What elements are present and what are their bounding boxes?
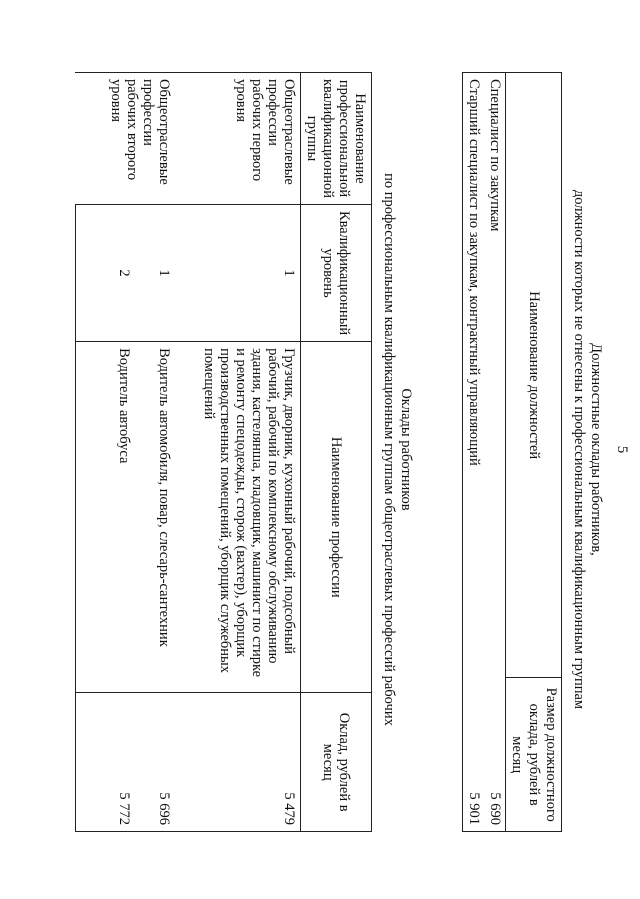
cell-salary: 5 901 <box>463 678 485 832</box>
table-row <box>136 73 176 832</box>
cell-profession: Водитель автобуса <box>76 342 136 693</box>
header-profession: Наименование профессии <box>301 342 372 693</box>
header-salary: Оклад, рублей в месяц <box>301 693 372 832</box>
section1-title-line1: Должностные оклады работников, <box>588 343 604 556</box>
header-position: Наименование должностей <box>506 73 562 678</box>
cell-level: 1 <box>176 204 301 341</box>
cell-level: 1 <box>136 204 176 341</box>
positions-salary-table <box>462 72 562 832</box>
cell-group: Общеотраслевые профессии рабочих второго уровня <box>76 73 176 205</box>
cell-level: 2 <box>76 204 136 341</box>
header-level: Квалификационный уровень <box>301 204 372 341</box>
header-group: Наименование профессиональной квалификационной группы <box>301 73 372 205</box>
table-row <box>176 73 301 832</box>
cell-salary: 5 690 <box>484 678 506 832</box>
cell-salary: 5 479 <box>176 693 301 832</box>
table-header-row <box>506 73 562 832</box>
table-row <box>463 73 485 832</box>
section2-title-line2: по профессиональным квалификационным группам общеотраслевых профессий рабочих <box>381 173 397 726</box>
cell-profession: Грузчик, дворник, кухонный рабочий, подсобный рабочий, рабочий по комплексному обслуживанию здания, кастелянша, кладовщик, машинист по стирке и ремонту спецодежды, сторож (вахтер), уборщик производственных помещений, уборщик служебных помещений <box>176 342 301 693</box>
cell-position: Старший специалист по закупкам, контрактный управляющий <box>463 73 485 678</box>
cell-salary: 5 772 <box>76 693 136 832</box>
workers-salary-table <box>75 72 372 832</box>
cell-profession: Водитель автомобиля, повар, слесарь-сантехник <box>136 342 176 693</box>
cell-salary: 5 696 <box>136 693 176 832</box>
section2-title-line1: Оклады работников <box>398 388 414 511</box>
header-salary: Размер должностного оклада, рублей в месяц <box>506 678 562 832</box>
table-header-row <box>301 73 372 832</box>
section1-title-line2: должности которых не отнесены к профессиональным квалификационным группам <box>571 189 587 710</box>
page-number: 5 <box>614 445 630 454</box>
table-row <box>484 73 506 832</box>
cell-position: Специалист по закупкам <box>484 73 506 678</box>
cell-group: Общеотраслевые профессии рабочих первого уровня <box>176 73 301 205</box>
